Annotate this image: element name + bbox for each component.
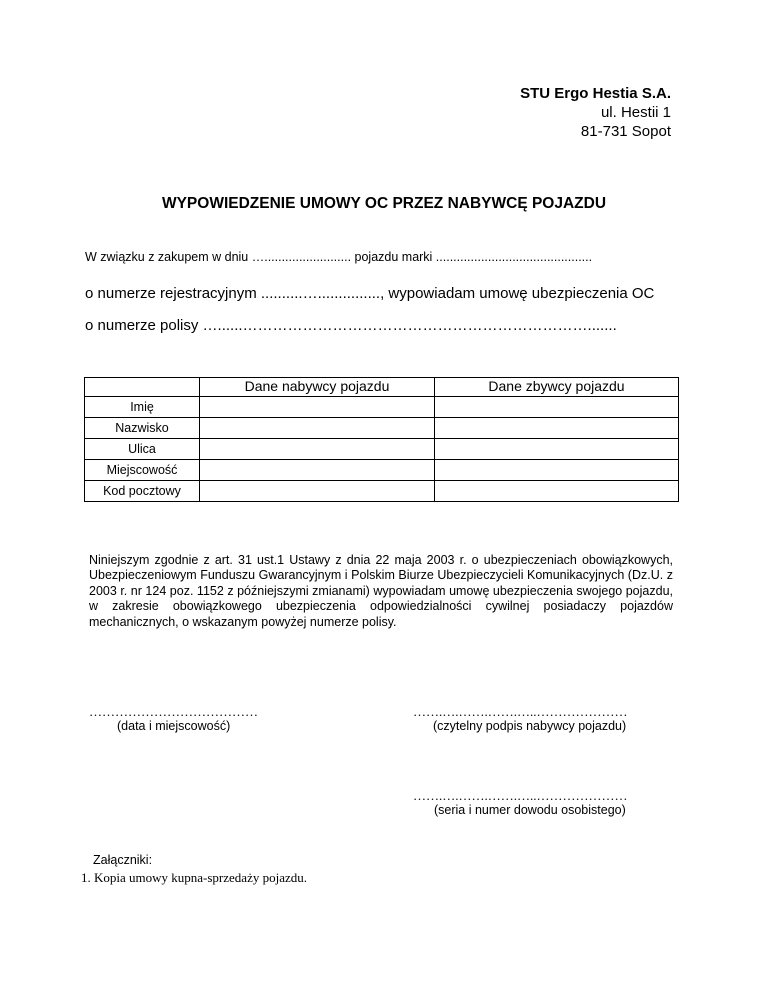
seller-column-header: Dane zbywcy pojazdu — [435, 378, 679, 397]
buyer-column-header: Dane nabywcy pojazdu — [200, 378, 435, 397]
row-label-street: Ulica — [85, 439, 200, 460]
recipient-city: 81-731 Sopot — [580, 123, 671, 140]
row-label-last-name: Nazwisko — [85, 418, 200, 439]
table-row — [85, 418, 679, 439]
row-label-postal-code: Kod pocztowy — [85, 481, 200, 502]
table-row — [85, 397, 679, 418]
recipient-street: ul. Hestii 1 — [600, 104, 671, 121]
recipient-address — [520, 84, 671, 141]
recipient-company: STU Ergo Hestia S.A. — [520, 85, 671, 102]
date-place-signature-line: ………………………………… — [89, 704, 258, 719]
buyer-first-name-cell[interactable] — [200, 397, 435, 418]
seller-first-name-cell[interactable] — [435, 397, 679, 418]
row-label-city: Miejscowość — [85, 460, 200, 481]
seller-postal-code-cell[interactable] — [435, 481, 679, 502]
table-row — [85, 460, 679, 481]
date-place-caption: (data i miejscowość) — [117, 719, 231, 733]
id-document-caption: (seria i numer dowodu osobistego) — [434, 803, 626, 817]
policy-number-line: o numerze polisy …......……………………………………………………………....... — [85, 317, 617, 334]
table-header-row — [85, 378, 679, 397]
buyer-signature-caption: (czytelny podpis nabywcy pojazdu) — [433, 719, 627, 733]
buyer-city-cell[interactable] — [200, 460, 435, 481]
seller-last-name-cell[interactable] — [435, 418, 679, 439]
party-data-table — [84, 377, 679, 502]
table-row — [85, 439, 679, 460]
buyer-postal-code-cell[interactable] — [200, 481, 435, 502]
declaration-paragraph: Niniejszym zgodnie z art. 31 ust.1 Ustawy z dnia 22 maja 2003 r. o ubezpieczeniach obowiązkowych, Ubezpieczeniowym Funduszu Gwarancyjnym i Polskim Biurze Ubezpieczycieli Komunikacyjnych (Dz.U. z 2003 r. nr 124 poz. 1152 z późniejszymi zmianami) wypowiadam umowę ubezpieczenia swojego pojazdu, w zakresie obowiązkowego ubezpieczenia odpowiedzialności cywilnej posiadaczy pojazdów mechanicznych, o wskazanym powyżej numerze polisy. — [89, 553, 673, 629]
purchase-date-brand-line: W związku z zakupem w dniu …......................... pojazdu marki ............................................. — [85, 250, 593, 264]
buyer-street-cell[interactable] — [200, 439, 435, 460]
attachment-item: 1. Kopia umowy kupna-sprzedaży pojazdu. — [81, 870, 307, 885]
seller-city-cell[interactable] — [435, 460, 679, 481]
id-document-line: …….….…….…….…..………………… — [413, 788, 628, 803]
document-title: WYPOWIEDZENIE UMOWY OC PRZEZ NABYWCĘ POJAZDU — [161, 195, 607, 212]
table-row — [85, 481, 679, 502]
row-label-first-name: Imię — [85, 397, 200, 418]
seller-street-cell[interactable] — [435, 439, 679, 460]
buyer-signature-line: …….….…….…….…..………………… — [413, 704, 628, 719]
attachments-title: Załączniki: — [93, 853, 153, 867]
buyer-last-name-cell[interactable] — [200, 418, 435, 439]
registration-number-line: o numerze rejestracyjnym ..........…..............., wypowiadam umowę ubezpieczenia OC — [85, 285, 655, 302]
table-corner-cell — [85, 378, 200, 397]
